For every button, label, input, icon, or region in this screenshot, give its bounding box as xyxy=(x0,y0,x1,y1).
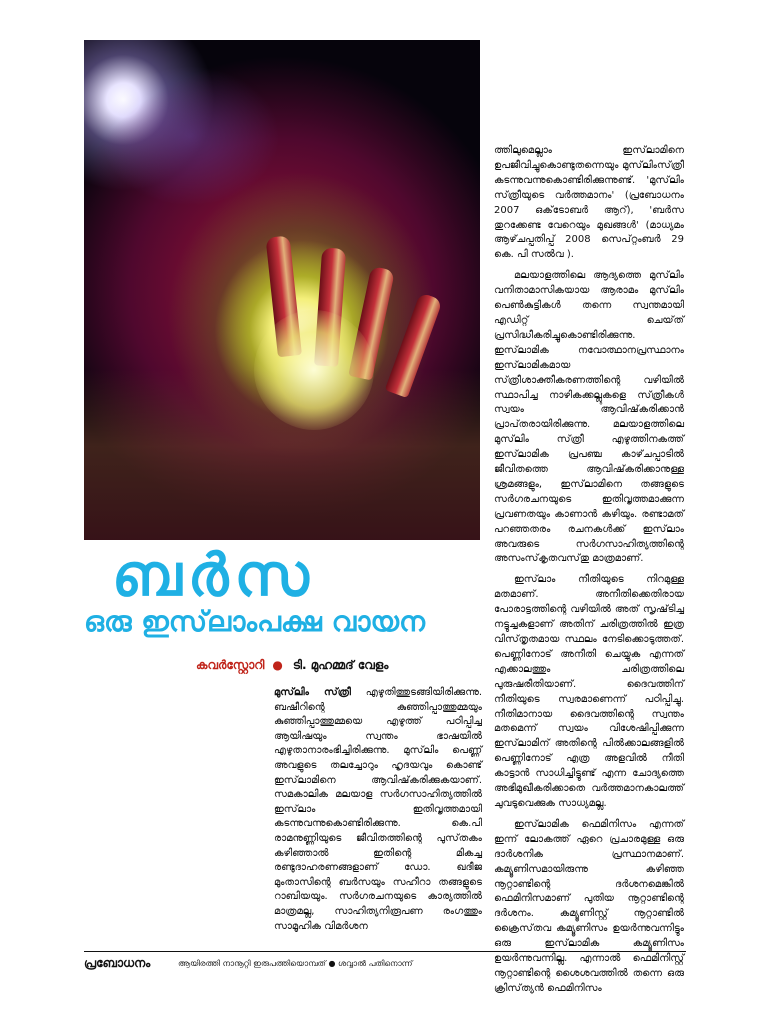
right-paragraph-3: ഇസ്‌ലാം നീതിയുടെ നിറമുള്ള മതമാണ്‌. അനീതിക്കെതിരായ പോരാട്ടത്തിന്റെ വഴിയിൽ അത്‌ സൃഷ്‌ടിച്ച നട്ടുച്ചകളാണ്‌ അതിന്‌ ചരിത്രത്തിൽ ഇത്ര വിസ്‌തൃതമായ സ്ഥലം നേടിക്കൊടുത്തത്‌. പെണ്ണിനോട്‌ അനീതി ചെയ്യുക എന്നത്‌ എക്കാലത്തും ചരിത്രത്തിലെ പുരുഷരീതിയാണ്‌. ദൈവത്തിന്‌ നീതിയുടെ സ്വരമാണെന്ന്‌ പഠിപ്പിച്ചു. നീതിമാനായ ദൈവത്തിന്റെ സ്വന്തം മതമെന്ന്‌ സ്വയം വിശേഷിപ്പിക്കുന്ന ഇസ്‌ലാമിന്‌ അതിന്റെ പിൽക്കാലങ്ങളിൽ പെണ്ണിനോട്‌ എത്ര അളവിൽ നീതി കാട്ടാൻ സാധിച്ചിട്ടുണ്ട്‌ എന്ന ചോദ്യത്തെ അഭിമുഖീകരിക്കാതെ വർത്തമാനകാലത്ത്‌ ചുവടുവെക്കുക സാധ്യമല്ല. xyxy=(494,574,684,809)
right-paragraph-1: ത്തിലുമെല്ലാം ഇസ്‌ലാമിനെ ഉപജീവിച്ചുകൊണ്ടുതന്നെയും മുസ്‌ലിംസ്‌ത്രീ കടന്നുവന്നുകൊണ്ടിരിക്കുന്നുണ്ട്‌. 'മുസ്‌ലിം സ്‌ത്രീയുടെ വർത്തമാനം' (പ്രബോധനം 2007 ഒക്‌ടോബർ ആറ്‌), 'ബർസ തുറക്കേണ്ട വേറെയും മുഖങ്ങൾ' (മാധ്യമം ആഴ്‌ചപ്പതിപ്പ്‌ 2008 സെപ്‌റ്റംബർ 29 കെ. പി സൽവ ). xyxy=(494,145,684,261)
lead-in: മുസ്‌ലിം സ്‌ത്രീ xyxy=(274,687,351,698)
article-subtitle: ഒരു ഇസ്‌ലാംപക്ഷ വായന xyxy=(84,605,425,638)
right-paragraph-4: ഇസ്‌ലാമിക ഫെമിനിസം എന്നത്‌ ഇന്ന്‌ ലോകത്ത്‌ ഏറെ പ്രചാരമുള്ള ഒരു ദാർശനിക പ്രസ്ഥാനമാണ്‌. കമ്യൂണിസമായിരുന്നു കഴിഞ്ഞ നൂറ്റാണ്ടിന്റെ ദർശനമെങ്കിൽ ഫെമിനിസമാണ്‌ പുതിയ നൂറ്റാണ്ടിന്റെ ദർശനം. കമ്യൂണിസ്റ്റ്‌ നൂറ്റാണ്ടിൽ ക്രൈസ്‌തവ കമ്യൂണിസം ഉയർന്നുവന്നിട്ടും ഒരു ഇസ്‌ലാമിക കമ്യൂണിസം ഉയർന്നുവന്നില്ല. എന്നാൽ ഫെമിനിസ്റ്റ്‌ നൂറ്റാണ്ടിന്റെ ശൈശവത്തിൽ തന്നെ ഒരു ക്രിസ്‌ത്യൻ ഫെമിനിസം xyxy=(494,818,684,994)
publication-name: പ്രബോധനം xyxy=(84,956,151,970)
footer-rule xyxy=(84,951,686,952)
issue-date: ആയിരത്തി നാനൂറ്റി ഇരുപത്തിയൊമ്പത്‌ ● ശവ്വാൽ പതിനൊന്ന്‌ xyxy=(178,959,413,968)
article-title: ബർസ xyxy=(112,541,315,609)
left-paragraph xyxy=(274,686,482,934)
right-column xyxy=(494,144,684,997)
author-name: ടി. മുഹമ്മദ്‌ വേളം xyxy=(292,658,389,672)
right-paragraph-2: മലയാളത്തിലെ ആദ്യത്തെ മുസ്‌ലിം വനിതാമാസികയായ ആരാമം മുസ്‌ലിം പെൺകുട്ടികൾ തന്നെ സ്വന്തമായി എഡിറ്റ്‌ ചെയ്‌ത്‌ പ്രസിദ്ധീകരിച്ചുകൊണ്ടിരിക്കുന്നു. ഇസ്‌ലാമിക നവോത്ഥാനപ്രസ്ഥാനം ഇസ്‌ലാമികമായ സ്‌ത്രീശാക്തീകരണത്തിന്റെ വഴിയിൽ സ്ഥാപിച്ച നാഴികക്കല്ലുകളെ സ്‌ത്രീകൾ സ്വയം ആവിഷ്‌കരിക്കാൻ പ്രാപ്‌തരായിരിക്കുന്നു. മലയാളത്തിലെ മുസ്‌ലിം സ്‌ത്രീ എഴുത്തിനകത്ത്‌ ഇസ്‌ലാമിക പ്രപഞ്ച കാഴ്‌ചപ്പാടിൽ ജീവിതത്തെ ആവിഷ്‌കരിക്കാനുള്ള ശ്രമങ്ങളും, ഇസ്‌ലാമിനെ തങ്ങളുടെ സർഗരചനയുടെ ഇതിവൃത്തമാക്കുന്ന പ്രവണതയും കാണാൻ കഴിയും. രണ്ടാമത്‌ പറഞ്ഞതരം രചനകൾക്ക്‌ ഇസ്‌ലാം അവരുടെ സർഗസാഹിത്യത്തിന്റെ അസംസ്‌കൃതവസ്‌തു മാത്രമാണ്‌. xyxy=(494,270,684,565)
light-burst xyxy=(100,66,280,206)
byline xyxy=(196,658,496,673)
cover-illustration xyxy=(84,40,480,540)
page-footer xyxy=(84,956,686,980)
left-column xyxy=(274,686,482,934)
bullet-icon: ● xyxy=(272,658,283,672)
glowing-hand-icon xyxy=(254,310,374,430)
left-text: എഴുതിത്തുടങ്ങിയിരിക്കുന്നു. ബഷീറിന്റെ കുഞ്ഞിപ്പാത്തുമ്മയും കുഞ്ഞിപ്പാത്തുമ്മയെ എഴുത്ത്‌ പഠിപ്പിച്ച ആയിഷയും സ്വന്തം ഭാഷയിൽ എഴുതാനാരംഭിച്ചിരിക്കുന്നു. മുസ്‌ലിം പെണ്ണ്‌ അവളുടെ തലച്ചോറും ഹൃദയവും കൊണ്ട്‌ ഇസ്‌ലാമിനെ ആവിഷ്‌കരിക്കുകയാണ്‌. സമകാലിക മലയാള സർഗസാഹിത്യത്തിൽ ഇസ്‌ലാം ഇതിവൃത്തമായി കടന്നുവന്നുകൊണ്ടിരിക്കുന്നു. കെ.പി രാമനുണ്ണിയുടെ ജീവിതത്തിന്റെ പുസ്‌തകം കഴിഞ്ഞാൽ ഇതിന്റെ മികച്ച രണ്ടുദാഹരണങ്ങളാണ്‌ ഡോ. ഖദീജ മുംതാസിന്റെ ബർസയും സഹീറാ തങ്ങളുടെ റാബിയയും. സർഗരചനയുടെ കാര്യത്തിൽ മാത്രമല്ല, സാഹിത്യനിരൂപണ രംഗത്തും സാമൂഹിക വിമർശന xyxy=(274,687,482,932)
category-label: കവർസ്റ്റോറി xyxy=(196,658,265,672)
